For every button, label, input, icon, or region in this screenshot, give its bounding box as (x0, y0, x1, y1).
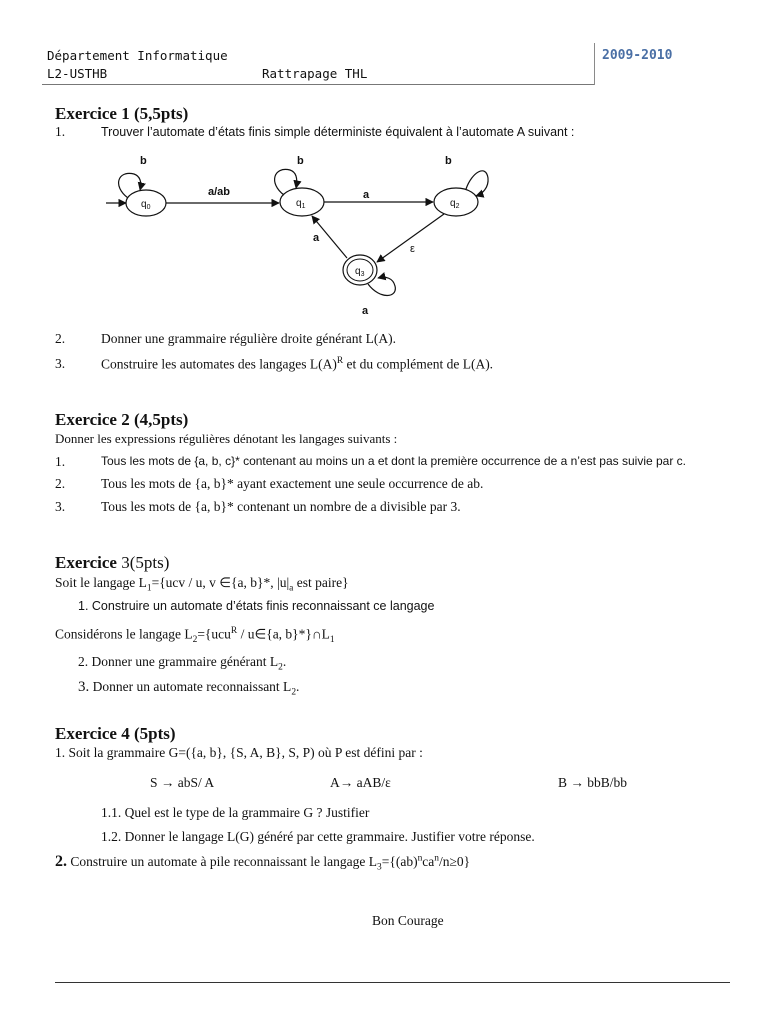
state-q1 (280, 188, 324, 216)
ex2-item-1-number: 1. (55, 454, 66, 469)
edge-q0-q1-label: a/ab (208, 186, 231, 198)
ex1-q2-number: 2. (55, 331, 66, 346)
ex1-q3-text: Construire les automates des langages $L(A)^R$ et du complément de L(A). (101, 356, 494, 372)
exercise-3-title: Exercice 3(5pts) (55, 553, 170, 572)
ex1-q1-text: Trouver l’automate d’états finis simple déterministe équivalent à l’automate A suivant : (101, 125, 575, 139)
ex3-language-l2: Considérons le langage $L_2=\{ucu^R$ / u∈{a, $b\}*\}\cap L_1$ (55, 626, 335, 646)
footer-divider (55, 982, 730, 983)
edge-q2-q3-label: ε (410, 243, 415, 255)
ex1-q3-number: 3. (55, 356, 66, 371)
ex2-item-3-text: Tous les mots de {a, b}* contenant un nombre de a divisible par 3. (101, 499, 461, 514)
ex1-q2-text: Donner une grammaire régulière droite générant L(A). (101, 331, 396, 346)
department-label: Département Informatique (47, 48, 228, 63)
state-q0 (126, 190, 166, 216)
ex4-q1-1: 1.1. Quel est le type de la grammaire G ? Justifier (101, 805, 370, 820)
loop-q0-label: b (140, 155, 147, 167)
header-divider (42, 84, 594, 85)
edge-q1-q2-label: a (363, 189, 370, 201)
closing-text: Bon Courage (372, 913, 444, 928)
exam-label: Rattrapage THL (262, 66, 368, 81)
exercise-1-title: Exercice 1 (5,5pts) (55, 104, 189, 123)
ex1-q1-number: 1. (55, 124, 66, 139)
level-label: L2-USTHB (47, 66, 108, 81)
exercise-4-title: Exercice 4 (5pts) (55, 724, 176, 743)
year-label: 2009-2010 (602, 48, 673, 63)
edge-q3-q1-label: a (313, 232, 320, 244)
ex2-item-2-number: 2. (55, 476, 66, 491)
ex4-q2: 2. Construire un automate à pile reconnaissant le langage $L_3=\{(ab)^nca^n/n\ge 0\}$ (55, 853, 471, 873)
exercise-2-title: Exercice 2 (4,5pts) (55, 410, 189, 429)
svg-text:q0: $q_0$ (141, 199, 151, 211)
ex3-language-l1: Soit le langage $L_1=\{ucv / u$, v ∈{a, b}*, $|u|_a$ est paire} (55, 575, 349, 594)
loop-q2-label: b (445, 155, 452, 167)
loop-q1-label: b (297, 155, 304, 167)
ex2-item-3-number: 3. (55, 499, 66, 514)
svg-text:q1: $q_1$ (296, 198, 306, 210)
svg-text:q2: $q_2$ (450, 198, 460, 210)
grammar-rule-s: S → abS/ A (150, 775, 215, 790)
state-q3 (343, 255, 377, 285)
grammar-rule-a: A→ aAB/ε (330, 775, 391, 790)
ex4-q1-2: 1.2. Donner le langage L(G) généré par cette grammaire. Justifier votre réponse. (101, 829, 535, 844)
loop-q3-label: a (362, 305, 369, 317)
automaton-diagram (100, 148, 520, 320)
ex3-q3: 3. Donner un automate reconnaissant $L_2$. (78, 679, 300, 698)
grammar-rule-b: B → bbB/bb (558, 775, 628, 790)
header-vertical-divider (594, 43, 595, 85)
ex2-intro: Donner les expressions régulières dénotant les langages suivants : (55, 431, 398, 446)
ex4-q1: 1. Soit la grammaire G=({a, b}, {S, A, B}, S, P) où P est défini par : (55, 745, 423, 760)
ex3-q1: 1. Construire un automate d’états finis reconnaissant ce langage (78, 599, 435, 613)
ex2-item-2-text: Tous les mots de {a, b}* ayant exactement une seule occurrence de ab. (101, 476, 484, 491)
svg-text:q3: $q_3$ (355, 266, 365, 278)
state-q2 (434, 188, 478, 216)
ex3-q2: 2. Donner une grammaire générant $L_2$. (78, 654, 287, 673)
ex2-item-1-text: Tous les mots de {a, b, c}* contenant au moins un a et dont la première occurrence de a n’est pas suivie par c. (101, 454, 686, 468)
